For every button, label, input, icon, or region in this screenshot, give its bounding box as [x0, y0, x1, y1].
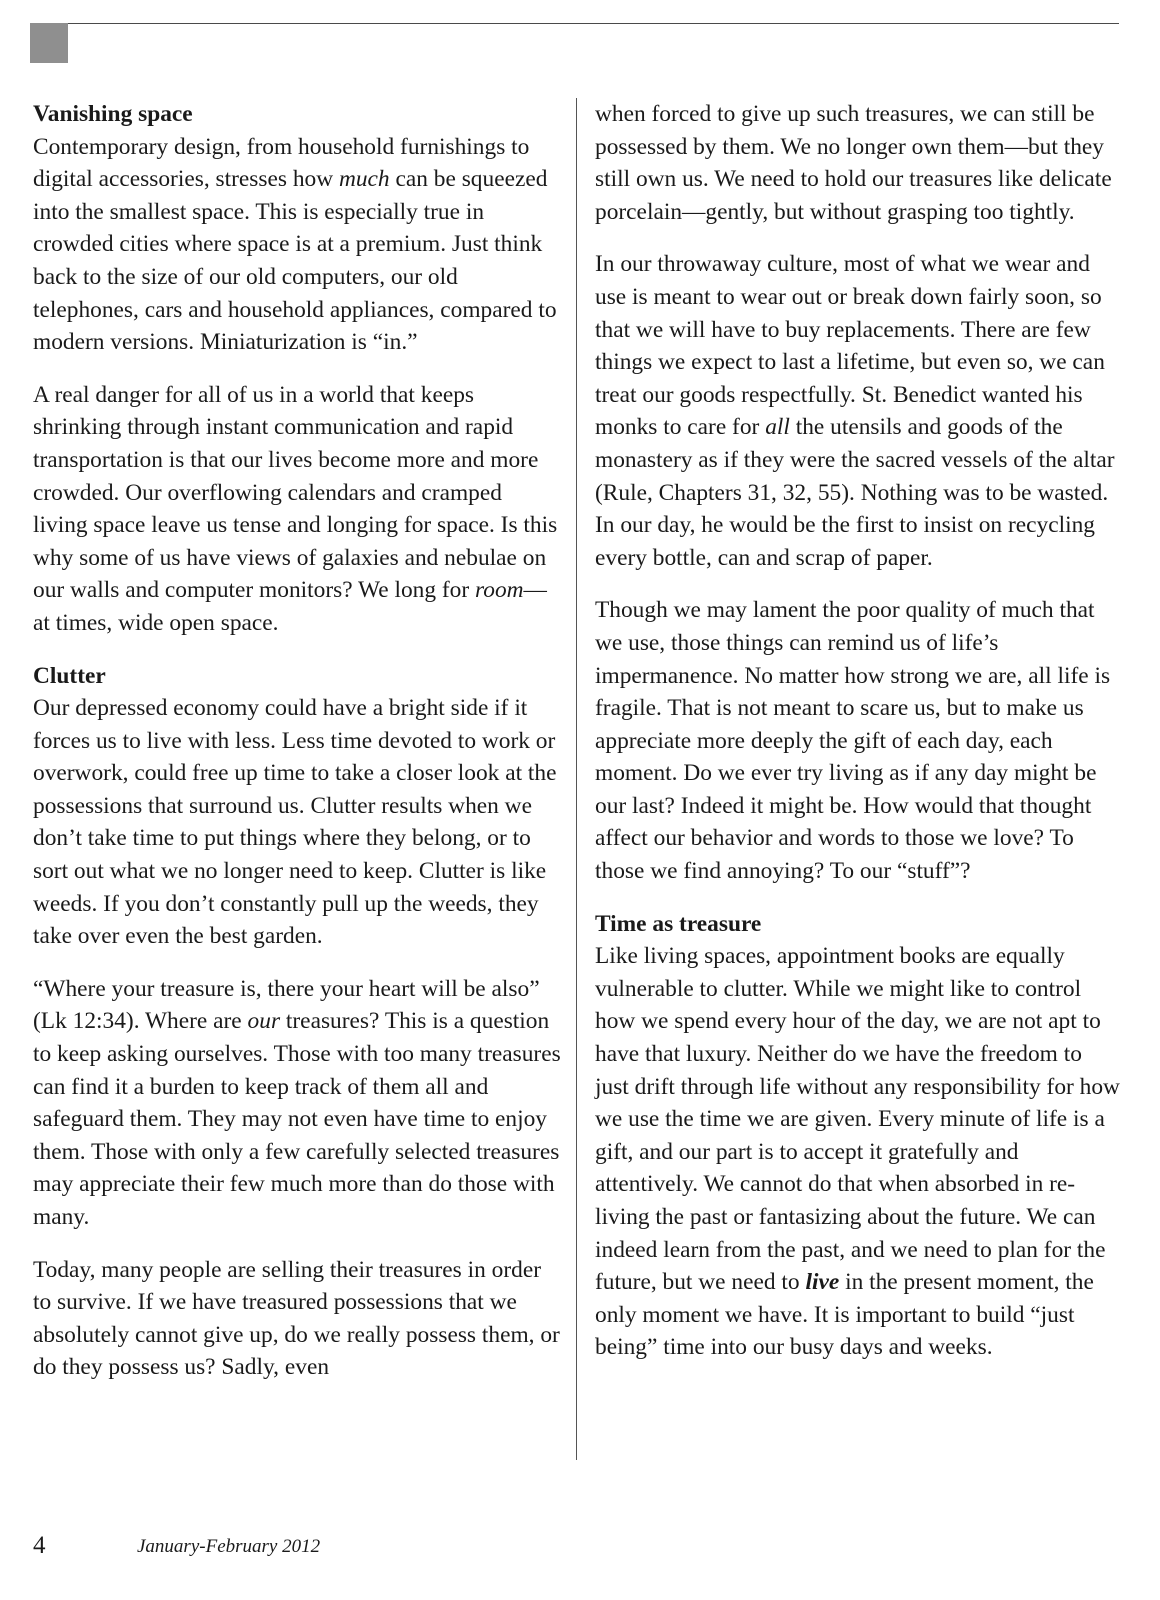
paragraph — [33, 973, 562, 1234]
paragraph — [33, 379, 562, 640]
text-run: in the present moment, the only moment we have. It is important to build “just being” time into our busy days and weeks. — [595, 1269, 1094, 1361]
section-heading-clutter: Clutter — [33, 662, 106, 689]
emphasis: much — [338, 166, 390, 193]
section-heading-vanishing-space: Vanishing space — [33, 101, 193, 127]
issue-date: January-February 2012 — [137, 1536, 321, 1557]
header-gray-block — [30, 23, 68, 63]
text-run: —at times, wide open space. — [33, 577, 547, 636]
text-run: treasures? This is a question to keep asking ourselves. Those with too many treasures can find it a burden to keep track of them all and safeguard them. They may not even have time to enjoy them. Those with only a few carefully selected treasures may appreciate their few much more than do those with many. — [33, 1008, 561, 1230]
emphasis: our — [247, 1008, 281, 1035]
text-run: A real danger for all of us in a world that keeps shrinking through instant communication and rapid transportation is that our lives become more and more crowded. Our overflowing calendars and cramped living space leave us tense and longing for space. Is this why some of us have views of galaxies and nebulae on our walls and computer monitors? We long for — [33, 381, 558, 604]
paragraph — [595, 940, 1120, 1364]
paragraph: when forced to give up such treasures, we can still be possessed by them. We no longer own them—but they still own us. We need to hold our treasures like delicate porcelain—gently, but without grasping too tightly. — [595, 101, 1112, 225]
paragraph — [33, 131, 562, 359]
left-column — [33, 98, 562, 1404]
text-run: In our throwaway culture, most of what we wear and use is meant to wear out or break down fairly soon, so that we will have to buy replacements. There are few things we expect to last a lifetime, but even so, we can treat our goods respectfully. St. Benedict wanted his monks to care for — [595, 251, 1105, 441]
paragraph: Though we may lament the poor quality of much that we use, those things can remind us of life’s impermanence. No matter how strong we are, all life is fragile. That is not meant to scare us, but to make us appreciate more deeply the gift of each day, each moment. Do we ever try living as if any day might be our last? Indeed it might be. How would that thought affect our behavior and words to those we love? To those we find annoying? To our “stuff”? — [595, 597, 1111, 885]
strong-emphasis: live — [805, 1269, 840, 1296]
paragraph — [595, 248, 1120, 574]
paragraph: Our depressed economy could have a bright side if it forces us to live with less. Less time devoted to work or overwork, could free up time to take a closer look at the possessions that surround us. Clutter results when we don’t take time to put things where they belong, or to sort out what we no longer need to keep. Clutter is like weeds. If you don’t constantly pull up the weeds, they take over even the best garden. — [33, 695, 557, 950]
text-run: the utensils and goods of the monastery as if they were the sacred vessels of the altar (Rule, Chapters 31, 32, 55). Nothing was to be wasted. In our day, he would be the first to insist on recycling every bottle, can and scrap of paper. — [595, 414, 1115, 571]
page-number: 4 — [33, 1532, 46, 1559]
text-run: Contemporary design, from household furnishings to digital accessories, stresses how — [33, 133, 530, 193]
paragraph: Today, many people are selling their treasures in order to survive. If we have treasured possessions that we absolutely cannot give up, do we really possess them, or do they possess us? Sadly, even — [33, 1256, 560, 1381]
text-run: “Where your treasure is, there your heart will be also” (Lk 12:34). Where are — [33, 975, 540, 1035]
emphasis: all — [765, 414, 790, 441]
top-rule — [30, 23, 1119, 24]
text-run: can be squeezed into the smallest space. This is especially true in crowded cities where space is at a premium. Just think back to the size of our old computers, our old telephones, cars and household appliances, compared to modern versions. Miniaturization is “in.” — [33, 166, 557, 356]
column-divider — [576, 98, 577, 1460]
text-run: Like living spaces, appointment books are equally vulnerable to clutter. While we might like to control how we spend every hour of the day, we are not apt to have that luxury. Neither do we have the freedom to just drift through life without any responsibility for how we use the time we are given. Every minute of life is a gift, and our part is to accept it gratefully and attentively. We cannot do that when absorbed in re-living the past or fantasizing about the future. We can indeed learn from the past, and we need to plan for the future, but we need to — [595, 943, 1120, 1296]
right-column — [595, 98, 1120, 1384]
emphasis: room — [475, 577, 524, 604]
section-heading-time-as-treasure: Time as treasure — [595, 910, 762, 937]
